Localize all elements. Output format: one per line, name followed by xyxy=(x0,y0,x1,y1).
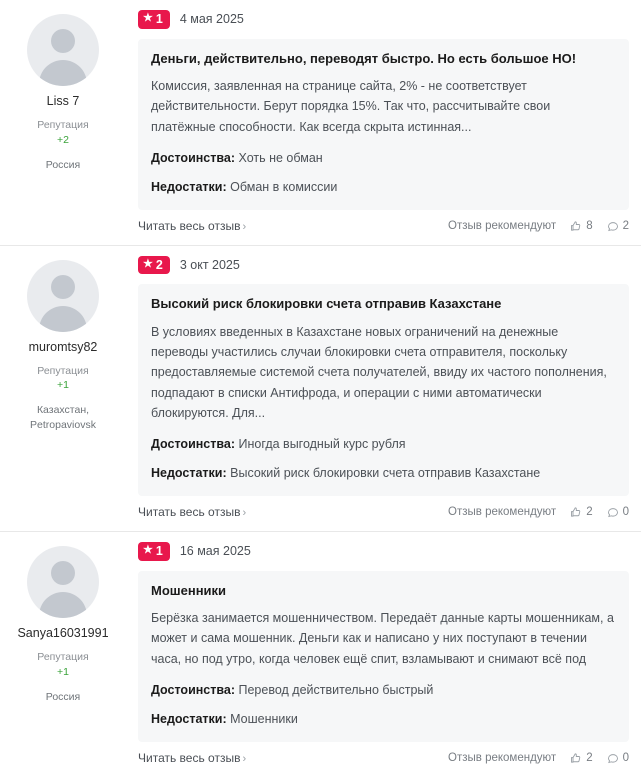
pros-value: Перевод действительно быстрый xyxy=(238,682,434,697)
rating-value: 1 xyxy=(155,12,163,26)
review-title[interactable]: Деньги, действительно, переводят быстро. Но есть большое НО! xyxy=(151,50,577,66)
review-text: В условиях введенных в Казахстане новых ограничений на денежные переводы участились случаи блокировки счета отправителя, поскольку предоставляемые системой счета получателей, ввиду их частого пополнения, подпадают в списки Антифрода, и операции с ними автоматически блокируются. Для... xyxy=(151,324,607,420)
comments-counter[interactable] xyxy=(607,506,629,518)
review-body xyxy=(138,284,629,496)
comments-count: 0 xyxy=(622,751,629,764)
review-date: 16 мая 2025 xyxy=(179,544,251,559)
likes-counter[interactable] xyxy=(570,220,592,232)
pros-label: Достоинства: xyxy=(151,437,236,452)
review-pros xyxy=(151,680,616,700)
review-content xyxy=(126,0,641,245)
reputation-value: +1 xyxy=(57,665,69,678)
review-title[interactable]: Мошенники xyxy=(151,582,227,598)
avatar-body-shape xyxy=(39,306,87,332)
read-full-review-link[interactable] xyxy=(138,751,246,765)
review-date: 3 окт 2025 xyxy=(179,258,240,273)
likes-count: 8 xyxy=(586,219,593,232)
thumbs-up-icon xyxy=(570,752,582,764)
read-full-review-label: Читать весь отзыв xyxy=(138,505,241,520)
review-meta-row xyxy=(138,256,629,275)
review-meta-row xyxy=(138,542,629,561)
reputation-value: +1 xyxy=(57,379,69,392)
review-pros xyxy=(151,148,616,168)
read-full-review-link[interactable] xyxy=(138,505,246,519)
comments-count: 0 xyxy=(622,506,629,519)
cons-value: Высокий риск блокировки счета отправив Казахстане xyxy=(230,466,541,481)
comments-counter[interactable] xyxy=(607,752,629,764)
read-full-review-link[interactable] xyxy=(138,219,246,233)
thumbs-up-icon xyxy=(570,220,582,232)
likes-counter[interactable] xyxy=(570,752,592,764)
comment-bubble-icon xyxy=(607,752,619,764)
review-body xyxy=(138,39,629,210)
avatar-head-shape xyxy=(51,29,75,53)
review-item xyxy=(0,532,641,777)
review-footer-actions xyxy=(448,220,629,232)
likes-count: 2 xyxy=(586,506,593,519)
cons-value: Мошенники xyxy=(230,711,298,726)
review-cons xyxy=(151,463,616,483)
rating-badge xyxy=(138,256,170,275)
avatar-body-shape xyxy=(39,60,87,86)
likes-count: 2 xyxy=(586,751,593,764)
review-footer xyxy=(138,496,629,523)
review-footer xyxy=(138,210,629,237)
reputation-label: Репутация xyxy=(37,119,89,131)
review-content xyxy=(126,246,641,531)
author-name[interactable]: Liss 7 xyxy=(46,94,80,108)
pros-label: Достоинства: xyxy=(151,682,236,697)
review-cons xyxy=(151,177,616,197)
review-author-column xyxy=(0,246,126,531)
avatar-head-shape xyxy=(51,275,75,299)
review-title[interactable]: Высокий риск блокировки счета отправив Казахстане xyxy=(151,296,502,312)
pros-label: Достоинства: xyxy=(151,150,236,165)
comments-counter[interactable] xyxy=(607,220,629,232)
likes-counter[interactable] xyxy=(570,506,592,518)
author-name[interactable]: muromtsy82 xyxy=(28,339,98,354)
rating-value: 2 xyxy=(155,257,163,272)
review-date: 4 мая 2025 xyxy=(179,12,244,27)
user-avatar-placeholder-icon[interactable] xyxy=(27,14,99,86)
chevron-right-icon: › xyxy=(242,752,247,765)
star-icon: ★ xyxy=(143,258,153,271)
chevron-right-icon: › xyxy=(242,220,247,233)
pros-value: Иногда выгодный курс рубля xyxy=(238,437,406,452)
star-icon: ★ xyxy=(143,544,153,557)
recommend-text: Отзыв рекомендуют xyxy=(448,751,557,764)
comment-bubble-icon xyxy=(607,506,619,518)
review-footer-actions xyxy=(448,752,629,764)
review-item xyxy=(0,0,641,246)
thumbs-up-icon xyxy=(570,506,582,518)
review-body xyxy=(138,571,629,742)
review-cons xyxy=(151,709,616,729)
read-full-review-label: Читать весь отзыв xyxy=(138,750,241,765)
rating-value: 1 xyxy=(155,544,163,559)
cons-value: Обман в комиссии xyxy=(230,179,338,194)
reputation-value: +2 xyxy=(57,133,69,146)
comments-count: 2 xyxy=(622,219,629,232)
rating-badge xyxy=(138,10,170,29)
user-avatar-placeholder-icon[interactable] xyxy=(27,546,99,618)
author-name[interactable]: Sanya16031991 xyxy=(17,626,109,641)
review-author-column xyxy=(0,532,126,777)
pros-value: Хоть не обман xyxy=(238,150,323,165)
recommend-text: Отзыв рекомендуют xyxy=(448,219,557,232)
review-footer-actions xyxy=(448,506,629,518)
author-location: Казахстан, Petropaviovsk xyxy=(30,404,96,431)
review-item xyxy=(0,246,641,532)
read-full-review-label: Читать весь отзыв xyxy=(138,218,241,233)
avatar-head-shape xyxy=(51,561,75,585)
rating-badge xyxy=(138,542,170,561)
reputation-label: Репутация xyxy=(37,364,89,377)
avatar-body-shape xyxy=(39,592,87,618)
author-location: Россия xyxy=(45,158,81,171)
cons-label: Недостатки: xyxy=(151,466,227,481)
review-meta-row xyxy=(138,10,629,29)
cons-label: Недостатки: xyxy=(151,179,227,194)
comment-bubble-icon xyxy=(607,220,619,232)
reputation-label: Репутация xyxy=(37,651,89,664)
review-footer xyxy=(138,742,629,769)
user-avatar-placeholder-icon[interactable] xyxy=(27,260,99,332)
recommend-text: Отзыв рекомендуют xyxy=(448,506,557,519)
review-pros xyxy=(151,434,616,454)
author-location: Россия xyxy=(45,690,81,703)
review-content xyxy=(126,532,641,777)
star-icon: ★ xyxy=(143,12,153,25)
review-author-column xyxy=(0,0,126,245)
cons-label: Недостатки: xyxy=(151,711,227,726)
review-text: Берёзка занимается мошенничеством. Передаёт данные карты мошенникам, а может и сама мошенник. Деньги как и написано у них поступают в течении часа, но под утро, когда человек ещё спит, взламывают и снимают всё под xyxy=(151,611,614,666)
chevron-right-icon: › xyxy=(242,507,247,520)
review-text: Комиссия, заявленная на странице сайта, 2% - не соответствует действительности. Берут порядка 15%. Так что, рассчитывайте свои платёжные способности. Как всегда скрыта истинная... xyxy=(151,79,551,134)
